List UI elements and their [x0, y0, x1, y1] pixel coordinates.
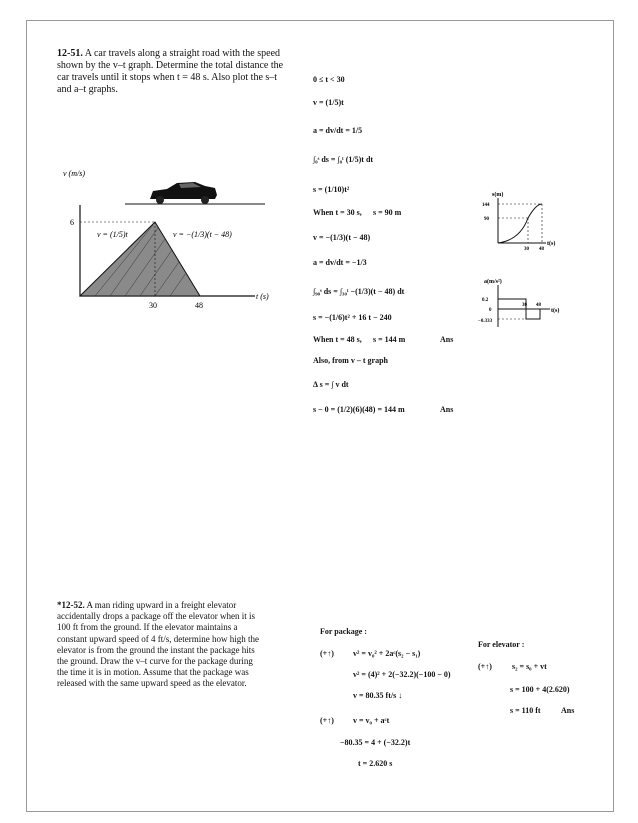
at-x-tick-30: 30: [522, 303, 527, 308]
sol-when2-b: s = 144 m: [373, 335, 406, 344]
elevator-eq1: s₂ = s₀ + vt: [512, 662, 547, 671]
vt-eq-right: v = −(1/3)(t − 48): [173, 230, 232, 239]
package-eq1: v² = v₀² + 2aᶜ(s₂ − s₁): [353, 649, 421, 658]
at-y-tick-neg: −0.333: [478, 319, 493, 324]
sol-range: 0 ≤ t < 30: [313, 75, 345, 84]
problem-text-line: A man riding upward in a freight elevator: [86, 600, 237, 610]
problem-text-line: shown by the v–t graph. Determine the total distance the: [57, 60, 284, 71]
problem-12-52-statement: [57, 600, 302, 690]
package-eq6: t = 2.620 s: [358, 759, 393, 768]
at-x-tick-48: 48: [536, 303, 541, 308]
package-sign: (+↑): [320, 649, 334, 658]
sol-a2-eq: a = dv/dt = −1/3: [313, 258, 367, 267]
package-heading: For package :: [320, 627, 367, 636]
elevator-eq3: s = 110 ft: [510, 706, 541, 715]
sol-when1-b: s = 90 m: [373, 208, 402, 217]
st-y-tick-90: 90: [484, 217, 489, 222]
at-graph: [478, 275, 578, 335]
sol-int-eq: ∫₀ˢ ds = ∫₀ᵗ (1/5)t dt: [313, 155, 374, 164]
sol-final-eq: s − 0 = (1/2)(6)(48) = 144 m: [313, 405, 405, 414]
vt-x-tick-30: 30: [149, 301, 157, 310]
problem-12-51-statement: [57, 48, 302, 96]
package-eq2: v² = (4)² + 2(−32.2)(−100 − 0): [353, 670, 451, 679]
package-eq3: v = 80.35 ft/s ↓: [353, 691, 403, 700]
at-x-label: t(s): [551, 308, 560, 314]
sol-when2-a: When t = 48 s,: [313, 335, 362, 344]
sol-int2-eq: ∫₉₀ˢ ds = ∫₃₀ᵗ −(1/3)(t − 48) dt: [313, 287, 405, 296]
problem-number: *12-52.: [57, 600, 85, 610]
vt-eq-left: v = (1/5)t: [97, 230, 128, 239]
st-x-label: t(s): [547, 241, 556, 247]
sol-s2-eq: s = −(1/6)t² + 16 t − 240: [313, 313, 392, 322]
at-y-label: a(m/s²): [484, 279, 502, 285]
sol-s-eq: s = (1/10)t²: [313, 185, 350, 194]
elevator-eq2: s = 100 + 4(2.620): [510, 685, 570, 694]
problem-text-line: and a–t graphs.: [57, 84, 118, 95]
elevator-sign: (+↑): [478, 662, 492, 671]
problem-text-line: car travels until it stops when t = 48 s. Also plot the s–t: [57, 72, 278, 83]
sol-also: Also, from v – t graph: [313, 356, 388, 365]
sol-v2-eq: v = −(1/3)(t − 48): [313, 233, 371, 242]
vt-x-tick-48: 48: [195, 301, 203, 310]
sol-ans-2: Ans: [440, 405, 454, 414]
sol-v-eq: v = (1/5)t: [313, 98, 344, 107]
problem-text-line: A car travels along a straight road with the speed: [84, 48, 281, 59]
sol-a-eq: a = dv/dt = 1/5: [313, 126, 363, 135]
elevator-ans: Ans: [561, 706, 575, 715]
at-y-tick-zero: 0: [489, 308, 492, 313]
problem-number: 12-51.: [57, 48, 83, 59]
problem-text-line: the ground. Draw the v–t curve for the package during: [57, 656, 253, 667]
st-y-label: s(m): [492, 192, 504, 198]
package-sign2: (+↑): [320, 716, 334, 725]
sol-when1-a: When t = 30 s,: [313, 208, 362, 217]
sol-delta-eq: Δ s = ∫ v dt: [313, 380, 349, 389]
package-eq4: v = v₀ + aᶜt: [353, 716, 390, 725]
st-y-tick-144: 144: [482, 203, 490, 208]
problem-text-line: 100 ft from the ground. If the elevator maintains a: [57, 622, 238, 633]
vt-y-tick: 6: [70, 218, 74, 227]
st-graph: [478, 188, 568, 258]
st-x-tick-48: 48: [539, 247, 544, 252]
vt-graph: [55, 165, 300, 320]
car-image: [150, 182, 217, 204]
sol-ans-1: Ans: [440, 335, 454, 344]
elevator-heading: For elevator :: [478, 640, 525, 649]
problem-text-line: elevator is from the ground the instant the package hits: [57, 644, 255, 655]
at-y-tick-pos: 0.2: [482, 298, 489, 303]
vt-y-label: v (m/s): [63, 169, 85, 178]
problem-text-line: accidentally drops a package off the elevator when it is: [57, 611, 256, 622]
problem-text-line: the time it is in motion. Assume that the package was: [57, 667, 249, 678]
st-curve: [498, 204, 542, 243]
package-eq5: −80.35 = 4 + (−32.2)t: [340, 738, 411, 747]
st-x-tick-30: 30: [524, 247, 529, 252]
problem-text-line: released with the same upward speed as the elevator.: [57, 678, 247, 689]
vt-x-label: t (s): [256, 292, 269, 301]
problem-text-line: constant upward speed of 4 ft/s, determine how high the: [57, 633, 259, 644]
